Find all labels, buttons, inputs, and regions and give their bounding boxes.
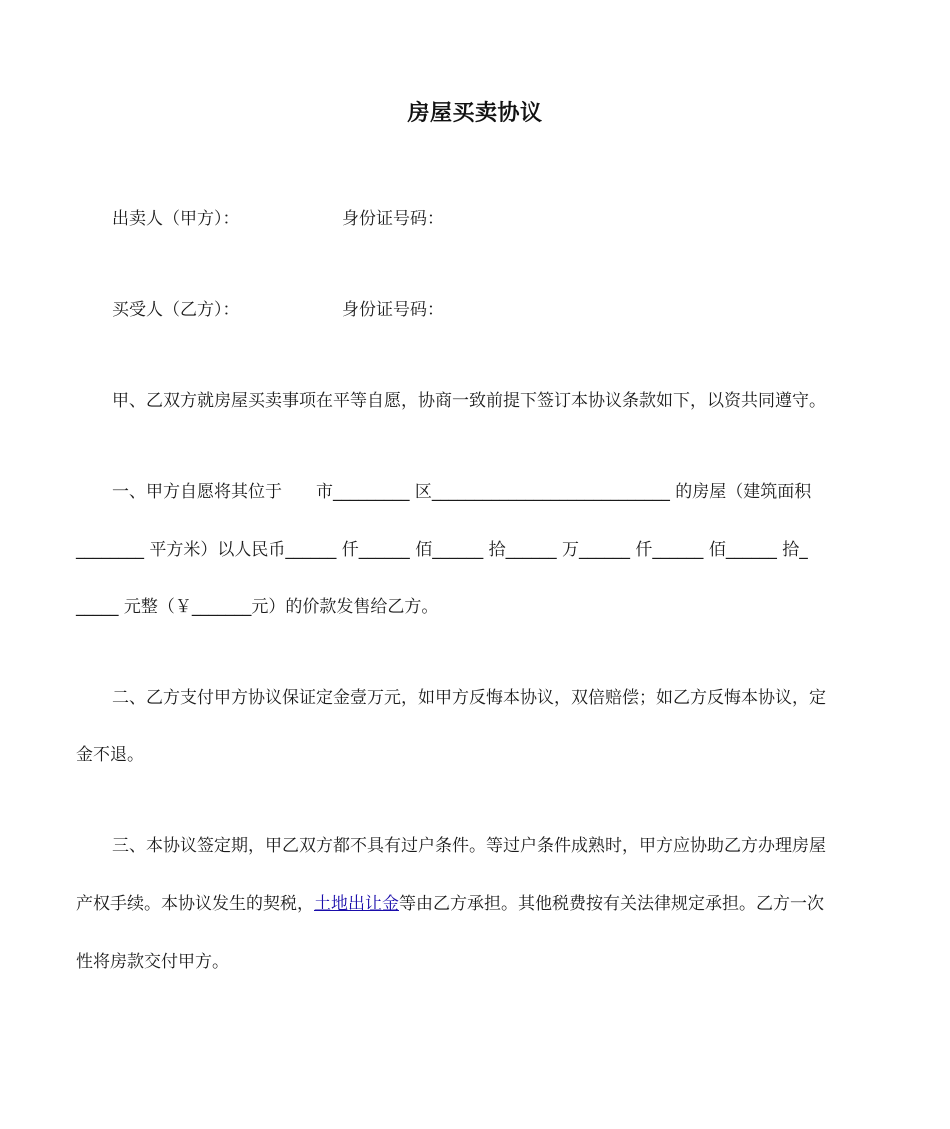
document-title: 房屋买卖协议 [407, 101, 543, 126]
clause-1-line-3: _____ 元整（￥_______元）的价款发售给乙方。 [76, 597, 439, 617]
clause-3-text-after-link: 等由乙方承担。其他税费按有关法律规定承担。乙方一次 [399, 894, 824, 914]
clause-2-line-2: 金不退。 [76, 745, 144, 765]
preamble-paragraph: 甲、乙双方就房屋买卖事项在平等自愿，协商一致前提下签订本协议条款如下，以资共同遵守。 [112, 391, 826, 411]
seller-id-label: 身份证号码： [342, 209, 444, 229]
clause-3-line-2 [76, 890, 876, 918]
buyer-label: 买受人（乙方）： [112, 300, 240, 320]
land-transfer-fee-link[interactable]: 土地出让金 [314, 894, 399, 914]
seller-label: 出卖人（甲方）： [112, 209, 240, 229]
clause-3-line-1: 三、本协议签定期，甲乙双方都不具有过户条件。等过户条件成熟时，甲方应协助乙方办理房屋 [112, 836, 826, 856]
buyer-row [76, 296, 912, 324]
clause-1-line-1: 一、甲方自愿将其位于 市_________ 区____________________________ 的房屋（建筑面积 [112, 482, 812, 502]
buyer-id-label: 身份证号码： [342, 300, 444, 320]
seller-row [76, 205, 912, 233]
clause-3-line-3: 性将房款交付甲方。 [76, 952, 229, 972]
clause-3-text-before-link: 产权手续。本协议发生的契税， [76, 894, 314, 914]
clause-1-line-2: ________ 平方米）以人民币______ 仟______ 佰______ 拾______ 万______ 仟______ 佰______ 拾_ [76, 540, 808, 560]
clause-2-line-1: 二、乙方支付甲方协议保证定金壹万元，如甲方反悔本协议，双倍赔偿；如乙方反悔本协议，定 [112, 688, 826, 708]
